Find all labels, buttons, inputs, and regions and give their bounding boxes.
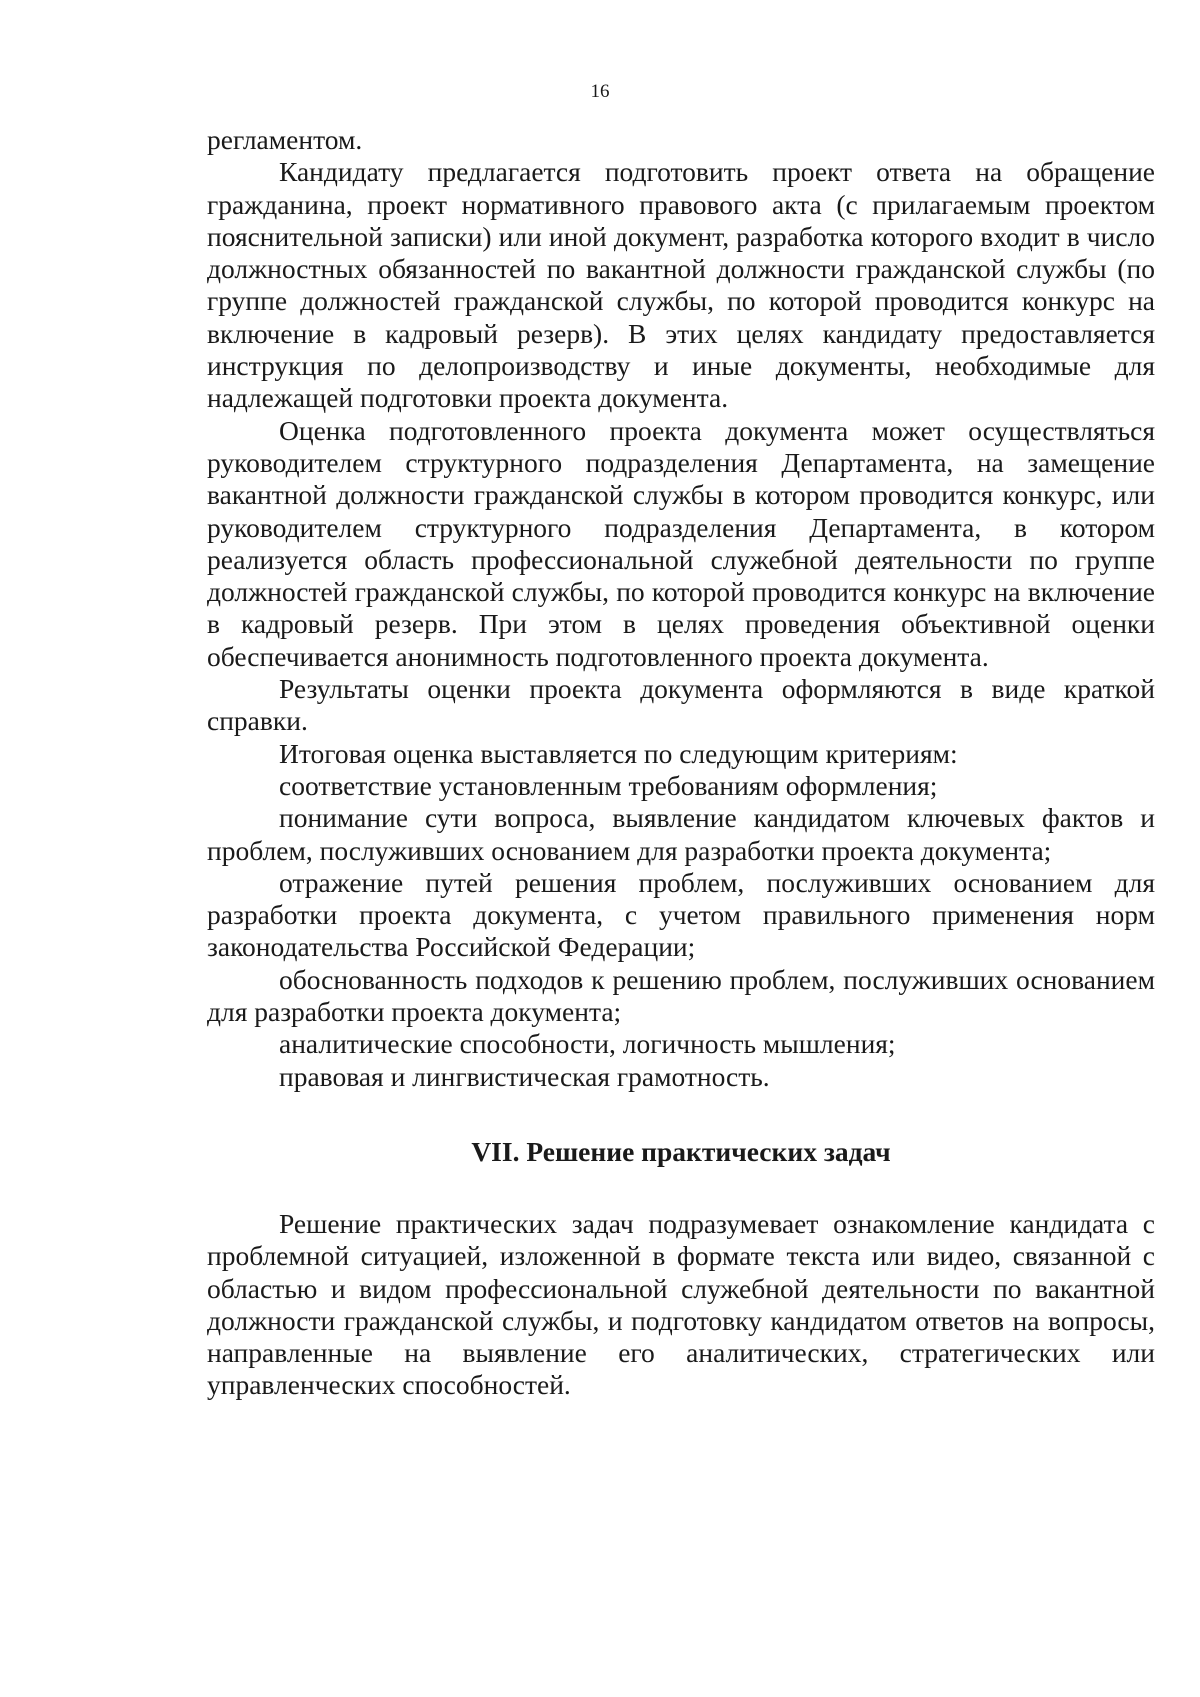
criterion-item: соответствие установленным требованиям оформления; xyxy=(279,769,938,801)
criterion-item: правовая и лингвистическая грамотность. xyxy=(279,1060,770,1092)
paragraph-continuation: регламентом. xyxy=(207,124,363,155)
page-number: 16 xyxy=(590,81,610,102)
paragraph-candidate-task: Кандидату предлагается подготовить проект ответа на обращение гражданина, проект нормативного правового акта (с прилагаемым проектом пояснительной записки) или иной документ, разработка которого входит в число должностных обязанностей по вакантной должности гражданской службы (по группе должностей гражданской службы, по которой проводится конкурс на включение в кадровый резерв). В этих целях кандидату предоставляется инструкция по делопроизводству и иные документы, необходимые для надлежащей подготовки проекта документа. xyxy=(207,156,1155,414)
criterion-item: отражение путей решения проблем, послуживших основанием для разработки проекта документа, с учетом правильного применения норм законодательства Российской Федерации; xyxy=(207,866,1155,963)
paragraph-results: Результаты оценки проекта документа оформляются в виде краткой справки. xyxy=(207,673,1155,737)
paragraph-evaluation: Оценка подготовленного проекта документа может осуществляться руководителем структурного подразделения Департамента, на замещение вакантной должности гражданской службы в котором проводится конкурс, или руководителем структурного подразделения Департамента, в котором реализуется область профессиональной служебной деятельности по группе должностей гражданской службы, по которой проводится конкурс на включение в кадровый резерв. При этом в целях проведения объективной оценки обеспечивается анонимность подготовленного проекта документа. xyxy=(207,414,1155,672)
paragraph-practical-tasks: Решение практических задач подразумевает ознакомление кандидата с проблемной ситуацией, изложенной в формате текста или видео, связанной с областью и видом профессиональной служебной деятельности по вакантной должности гражданской службы, и подготовку кандидатом ответов на вопросы, направленные на выявление его аналитических, стратегических или управленческих способностей. xyxy=(207,1207,1155,1401)
section-heading: VII. Решение практических задач xyxy=(471,1135,891,1167)
paragraph-criteria-intro: Итоговая оценка выставляется по следующим критериям: xyxy=(279,737,958,769)
criterion-item: понимание сути вопроса, выявление кандидатом ключевых фактов и проблем, послуживших основанием для разработки проекта документа; xyxy=(207,802,1155,866)
criterion-item: обоснованность подходов к решению проблем, послуживших основанием для разработки проекта документа; xyxy=(207,963,1155,1028)
document-body xyxy=(207,124,1155,1402)
criterion-item: аналитические способности, логичность мышления; xyxy=(279,1028,896,1060)
